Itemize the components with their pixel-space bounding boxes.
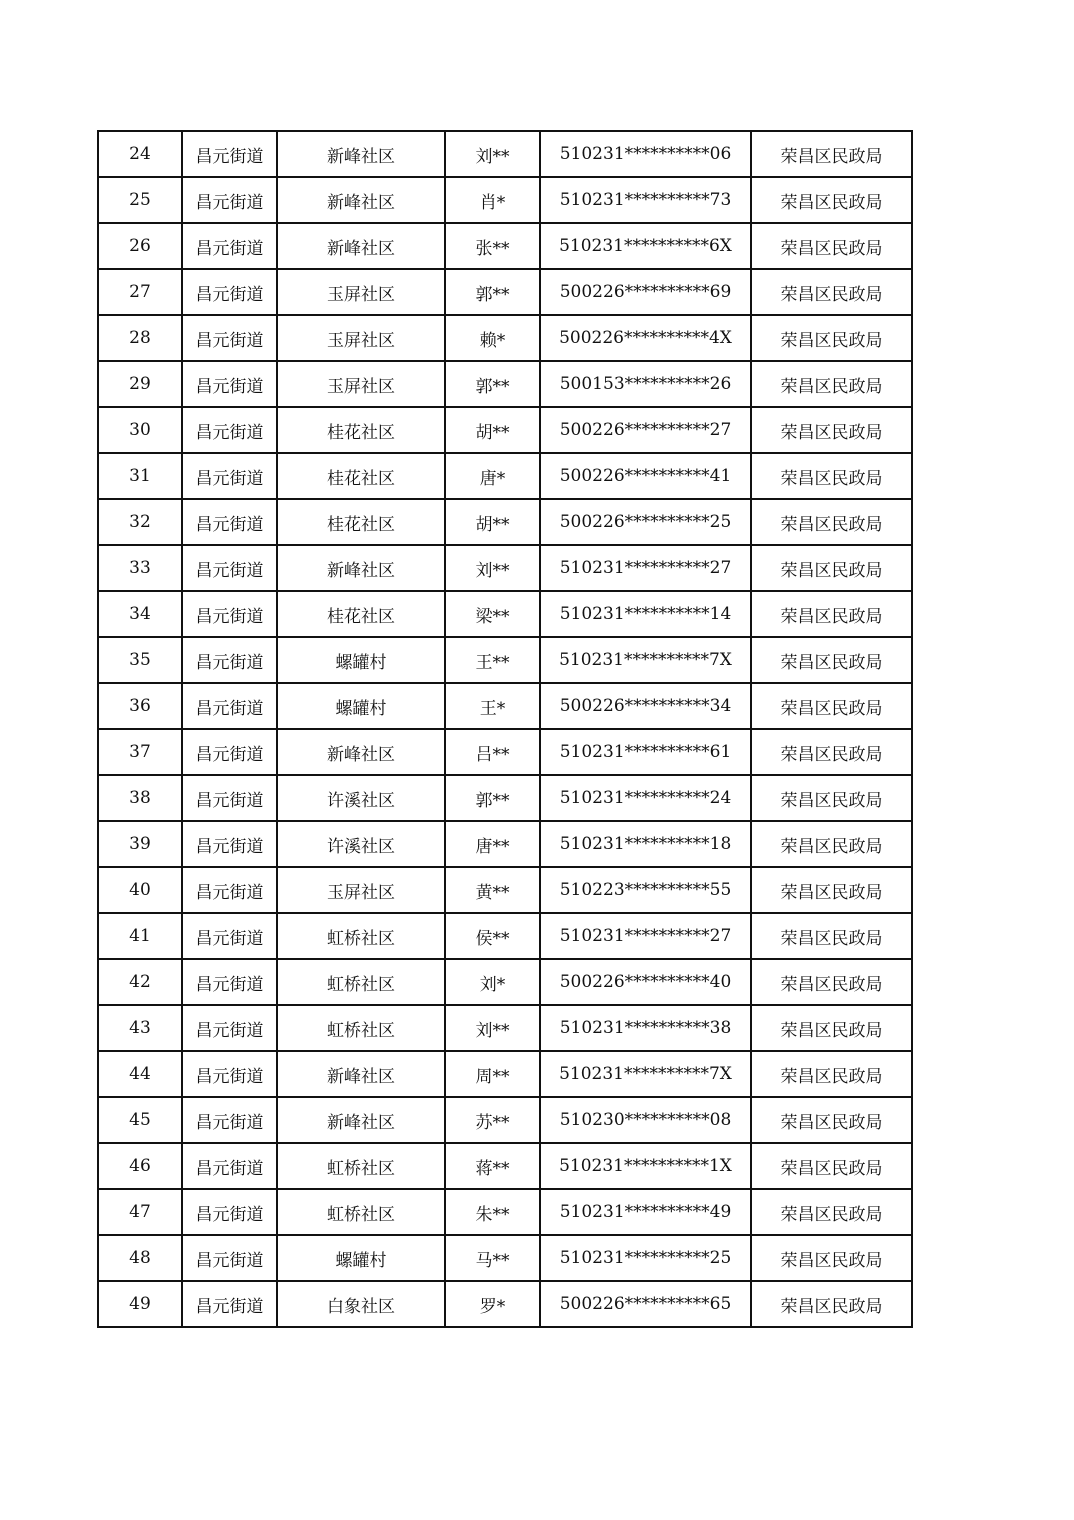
row-number-cell: 47 [98,1189,182,1235]
street-cell: 昌元街道 [182,1143,277,1189]
community-cell: 新峰社区 [277,1097,445,1143]
name-cell: 苏** [445,1097,540,1143]
office-cell: 荣昌区民政局 [751,867,912,913]
id-number-cell: 500226**********34 [540,683,751,729]
name-cell: 张** [445,223,540,269]
row-number-cell: 49 [98,1281,182,1327]
row-number-cell: 32 [98,499,182,545]
street-cell: 昌元街道 [182,131,277,177]
row-number-cell: 45 [98,1097,182,1143]
name-cell: 罗* [445,1281,540,1327]
community-cell: 白象社区 [277,1281,445,1327]
office-cell: 荣昌区民政局 [751,1005,912,1051]
community-cell: 螺罐村 [277,637,445,683]
street-cell: 昌元街道 [182,1097,277,1143]
table-row [98,131,912,177]
id-number-cell: 500226**********25 [540,499,751,545]
community-cell: 新峰社区 [277,729,445,775]
office-cell: 荣昌区民政局 [751,959,912,1005]
table-row [98,1143,912,1189]
street-cell: 昌元街道 [182,821,277,867]
office-cell: 荣昌区民政局 [751,131,912,177]
street-cell: 昌元街道 [182,1005,277,1051]
table-row [98,775,912,821]
name-cell: 刘* [445,959,540,1005]
table-row [98,223,912,269]
office-cell: 荣昌区民政局 [751,361,912,407]
office-cell: 荣昌区民政局 [751,177,912,223]
table-row [98,821,912,867]
table-row [98,729,912,775]
id-number-cell: 510231**********1X [540,1143,751,1189]
office-cell: 荣昌区民政局 [751,683,912,729]
table-row [98,499,912,545]
name-cell: 胡** [445,499,540,545]
street-cell: 昌元街道 [182,959,277,1005]
street-cell: 昌元街道 [182,269,277,315]
community-cell: 虹桥社区 [277,1005,445,1051]
community-cell: 玉屏社区 [277,867,445,913]
street-cell: 昌元街道 [182,591,277,637]
name-cell: 刘** [445,131,540,177]
id-number-cell: 500226**********40 [540,959,751,1005]
community-cell: 虹桥社区 [277,913,445,959]
street-cell: 昌元街道 [182,407,277,453]
name-cell: 胡** [445,407,540,453]
community-cell: 玉屏社区 [277,361,445,407]
office-cell: 荣昌区民政局 [751,913,912,959]
record-table-body [98,131,912,1327]
street-cell: 昌元街道 [182,453,277,499]
row-number-cell: 28 [98,315,182,361]
office-cell: 荣昌区民政局 [751,1097,912,1143]
community-cell: 玉屏社区 [277,269,445,315]
community-cell: 新峰社区 [277,1051,445,1097]
community-cell: 许溪社区 [277,775,445,821]
office-cell: 荣昌区民政局 [751,269,912,315]
table-row [98,1051,912,1097]
community-cell: 虹桥社区 [277,1189,445,1235]
table-row [98,637,912,683]
table-row [98,1281,912,1327]
name-cell: 刘** [445,1005,540,1051]
office-cell: 荣昌区民政局 [751,407,912,453]
name-cell: 黄** [445,867,540,913]
id-number-cell: 510231**********14 [540,591,751,637]
name-cell: 蒋** [445,1143,540,1189]
table-row [98,1097,912,1143]
street-cell: 昌元街道 [182,683,277,729]
name-cell: 肖* [445,177,540,223]
office-cell: 荣昌区民政局 [751,1189,912,1235]
name-cell: 王* [445,683,540,729]
row-number-cell: 37 [98,729,182,775]
street-cell: 昌元街道 [182,545,277,591]
name-cell: 周** [445,1051,540,1097]
community-cell: 桂花社区 [277,453,445,499]
id-number-cell: 500226**********65 [540,1281,751,1327]
office-cell: 荣昌区民政局 [751,591,912,637]
row-number-cell: 42 [98,959,182,1005]
id-number-cell: 500226**********41 [540,453,751,499]
community-cell: 桂花社区 [277,499,445,545]
id-number-cell: 510231**********27 [540,913,751,959]
row-number-cell: 36 [98,683,182,729]
id-number-cell: 500153**********26 [540,361,751,407]
id-number-cell: 510231**********27 [540,545,751,591]
street-cell: 昌元街道 [182,1235,277,1281]
row-number-cell: 48 [98,1235,182,1281]
name-cell: 唐* [445,453,540,499]
table-row [98,269,912,315]
community-cell: 螺罐村 [277,683,445,729]
table-row [98,545,912,591]
id-number-cell: 510231**********7X [540,1051,751,1097]
row-number-cell: 29 [98,361,182,407]
office-cell: 荣昌区民政局 [751,1143,912,1189]
office-cell: 荣昌区民政局 [751,315,912,361]
row-number-cell: 39 [98,821,182,867]
name-cell: 刘** [445,545,540,591]
name-cell: 唐** [445,821,540,867]
id-number-cell: 510231**********73 [540,177,751,223]
street-cell: 昌元街道 [182,315,277,361]
table-row [98,591,912,637]
community-cell: 螺罐村 [277,1235,445,1281]
street-cell: 昌元街道 [182,361,277,407]
street-cell: 昌元街道 [182,177,277,223]
table-row [98,913,912,959]
office-cell: 荣昌区民政局 [751,223,912,269]
name-cell: 郭** [445,361,540,407]
id-number-cell: 510231**********18 [540,821,751,867]
community-cell: 虹桥社区 [277,1143,445,1189]
office-cell: 荣昌区民政局 [751,729,912,775]
id-number-cell: 510231**********24 [540,775,751,821]
id-number-cell: 510231**********61 [540,729,751,775]
street-cell: 昌元街道 [182,637,277,683]
name-cell: 梁** [445,591,540,637]
table-row [98,315,912,361]
office-cell: 荣昌区民政局 [751,637,912,683]
street-cell: 昌元街道 [182,1189,277,1235]
table-row [98,361,912,407]
id-number-cell: 510223**********55 [540,867,751,913]
community-cell: 虹桥社区 [277,959,445,1005]
community-cell: 新峰社区 [277,545,445,591]
id-number-cell: 510231**********06 [540,131,751,177]
street-cell: 昌元街道 [182,499,277,545]
id-number-cell: 510231**********38 [540,1005,751,1051]
name-cell: 马** [445,1235,540,1281]
name-cell: 吕** [445,729,540,775]
record-table [97,130,913,1328]
id-number-cell: 500226**********4X [540,315,751,361]
table-row [98,1189,912,1235]
id-number-cell: 510231**********7X [540,637,751,683]
street-cell: 昌元街道 [182,223,277,269]
row-number-cell: 33 [98,545,182,591]
id-number-cell: 510231**********49 [540,1189,751,1235]
office-cell: 荣昌区民政局 [751,453,912,499]
row-number-cell: 30 [98,407,182,453]
office-cell: 荣昌区民政局 [751,499,912,545]
id-number-cell: 510231**********6X [540,223,751,269]
table-row [98,1235,912,1281]
row-number-cell: 40 [98,867,182,913]
office-cell: 荣昌区民政局 [751,1281,912,1327]
community-cell: 新峰社区 [277,131,445,177]
row-number-cell: 24 [98,131,182,177]
row-number-cell: 46 [98,1143,182,1189]
name-cell: 侯** [445,913,540,959]
row-number-cell: 44 [98,1051,182,1097]
community-cell: 桂花社区 [277,591,445,637]
row-number-cell: 27 [98,269,182,315]
office-cell: 荣昌区民政局 [751,1051,912,1097]
office-cell: 荣昌区民政局 [751,1235,912,1281]
community-cell: 许溪社区 [277,821,445,867]
table-row [98,177,912,223]
name-cell: 郭** [445,775,540,821]
name-cell: 朱** [445,1189,540,1235]
office-cell: 荣昌区民政局 [751,775,912,821]
table-row [98,959,912,1005]
office-cell: 荣昌区民政局 [751,545,912,591]
street-cell: 昌元街道 [182,775,277,821]
street-cell: 昌元街道 [182,913,277,959]
street-cell: 昌元街道 [182,729,277,775]
community-cell: 新峰社区 [277,223,445,269]
row-number-cell: 34 [98,591,182,637]
row-number-cell: 26 [98,223,182,269]
name-cell: 郭** [445,269,540,315]
table-row [98,683,912,729]
table-row [98,867,912,913]
row-number-cell: 31 [98,453,182,499]
street-cell: 昌元街道 [182,867,277,913]
id-number-cell: 510231**********25 [540,1235,751,1281]
row-number-cell: 35 [98,637,182,683]
id-number-cell: 500226**********27 [540,407,751,453]
table-row [98,1005,912,1051]
row-number-cell: 43 [98,1005,182,1051]
community-cell: 新峰社区 [277,177,445,223]
community-cell: 玉屏社区 [277,315,445,361]
name-cell: 赖* [445,315,540,361]
row-number-cell: 38 [98,775,182,821]
id-number-cell: 510230**********08 [540,1097,751,1143]
office-cell: 荣昌区民政局 [751,821,912,867]
street-cell: 昌元街道 [182,1051,277,1097]
row-number-cell: 25 [98,177,182,223]
table-row [98,453,912,499]
community-cell: 桂花社区 [277,407,445,453]
name-cell: 王** [445,637,540,683]
id-number-cell: 500226**********69 [540,269,751,315]
street-cell: 昌元街道 [182,1281,277,1327]
table-row [98,407,912,453]
row-number-cell: 41 [98,913,182,959]
